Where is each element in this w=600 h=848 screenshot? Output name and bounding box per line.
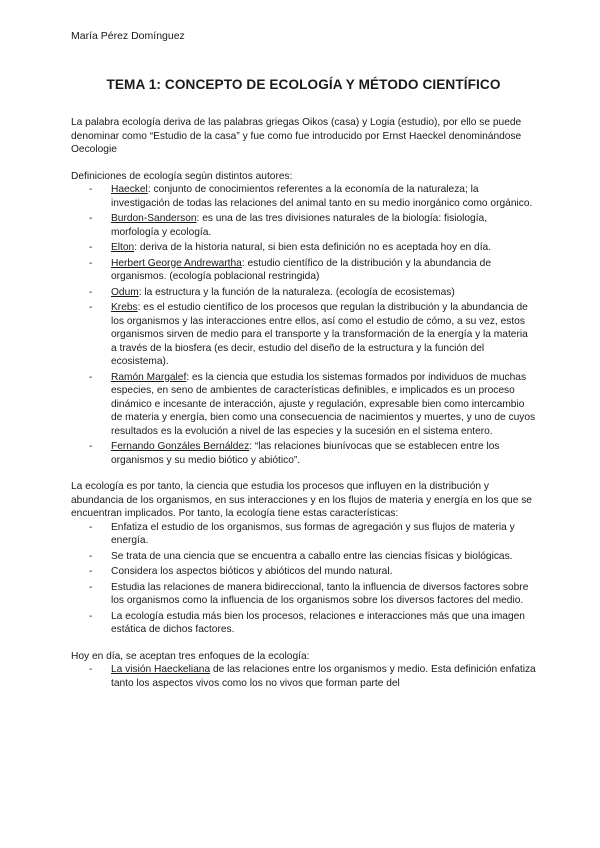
list-item <box>71 241 536 255</box>
list-item: - Se trata de una ciencia que se encuentra a caballo entre las ciencias físicas y biológicas. <box>71 550 536 564</box>
page-title: TEMA 1: CONCEPTO DE ECOLOGÍA Y MÉTODO CIENTÍFICO <box>106 77 501 92</box>
definition-text: : es una de las tres divisiones naturales de la biología: fisiología, morfología y ecología. <box>111 213 488 238</box>
definition-author: Elton <box>111 242 135 253</box>
approaches-list <box>71 663 536 690</box>
definition-author: Odum <box>111 286 139 298</box>
definition-author: Fernando Gonzáles Bernáldez <box>111 441 250 452</box>
approaches-heading: Hoy en día, se aceptan tres enfoques de la ecología: <box>71 650 310 662</box>
definitions-list <box>71 183 536 467</box>
definition-author: Krebs <box>111 302 138 313</box>
definition-text: : conjunto de conocimientos referentes a la economía de la naturaleza; la investigación de todas las relaciones del animal tanto en su medio inorgánico como orgánico. <box>111 184 533 209</box>
list-item <box>71 183 536 210</box>
list-item <box>71 212 536 239</box>
author-name: María Pérez Domínguez <box>71 30 185 42</box>
definition-text: : estudio científico de la distribución y la abundancia de organismos. (ecología poblacional restringida) <box>111 257 491 282</box>
approach-text: de las relaciones entre los organismos y medio. Esta definición enfatiza tanto los aspectos vivos como los no vivos que forman parte del <box>111 664 536 689</box>
definition-text: : es la ciencia que estudia los sistemas formados por individuos de muchas especies, en seno de ambientes de características definibles, e implicados es un proceso dinámico e incesante de interacción, ajuste y regulación, expresable bien como intercambio de materia y energía, bien como una consecuencia de nacimientos y muertes, y uno de cuyos resultados es la evolución a nivel de las especies y la sucesión en el sistema entero. <box>111 371 536 437</box>
definition-author: Haeckel <box>111 184 148 195</box>
characteristics-list <box>71 521 536 637</box>
definition-author: Herbert George Andrewartha <box>111 257 242 269</box>
list-item <box>71 663 536 690</box>
list-item: - Considera los aspectos bióticos y abióticos del mundo natural. <box>71 565 536 579</box>
list-item <box>71 371 536 439</box>
list-item <box>71 301 536 369</box>
characteristics-heading: La ecología es por tanto, la ciencia que estudia los procesos que influyen en la distribución y abundancia de los organismos, en sus interacciones y en los flujos de materia y energía en los que se encuentran implicados. Por tanto, la ecología tiene estas características: <box>71 481 532 519</box>
definition-author: Burdon-Sanderson <box>111 213 197 224</box>
definition-text: : es el estudio científico de los procesos que regulan la distribución y la abundancia de los organismos y las interacciones entre ellos, así como el estudio de cómo, a su vez, estos organismos sirven de medio para el transporte y la transformación de la energía y la materia a través de la biosfera (es decir, estudio del diseño de la estructura y la función del ecosistema). <box>111 302 528 367</box>
approach-label: La visión Haeckeliana <box>111 664 211 675</box>
list-item <box>71 286 536 300</box>
intro-paragraph: La palabra ecología deriva de las palabras griegas Oikos (casa) y Logia (estudio), por ello se puede denominar como “Estudio de la casa” y fue como fue introducido por Ernst Haeckel denominándose Oecologie <box>71 117 522 155</box>
definition-text: : deriva de la historia natural, si bien esta definición no es aceptada hoy en día. <box>134 242 492 253</box>
list-item: - La ecología estudia más bien los procesos, relaciones e interacciones más que una imagen estática de dichos factores. <box>71 610 536 637</box>
list-item <box>71 440 536 467</box>
definitions-heading: Definiciones de ecología según distintos autores: <box>71 170 293 182</box>
definition-text: : “las relaciones biunívocas que se establecen entre los organismos y su medio biótico y abiótico”. <box>111 441 500 466</box>
definition-author: Ramón Margalef <box>111 371 187 383</box>
list-item: - Enfatiza el estudio de los organismos, sus formas de agregación y sus flujos de materia y energía. <box>71 521 536 548</box>
list-item: - Estudia las relaciones de manera bidireccional, tanto la influencia de diversos factores sobre los organismos como la influencia de los organismos sobre los diversos factores del medio. <box>71 581 536 608</box>
list-item <box>71 257 536 284</box>
definition-text: : la estructura y la función de la naturaleza. (ecología de ecosistemas) <box>138 286 455 298</box>
